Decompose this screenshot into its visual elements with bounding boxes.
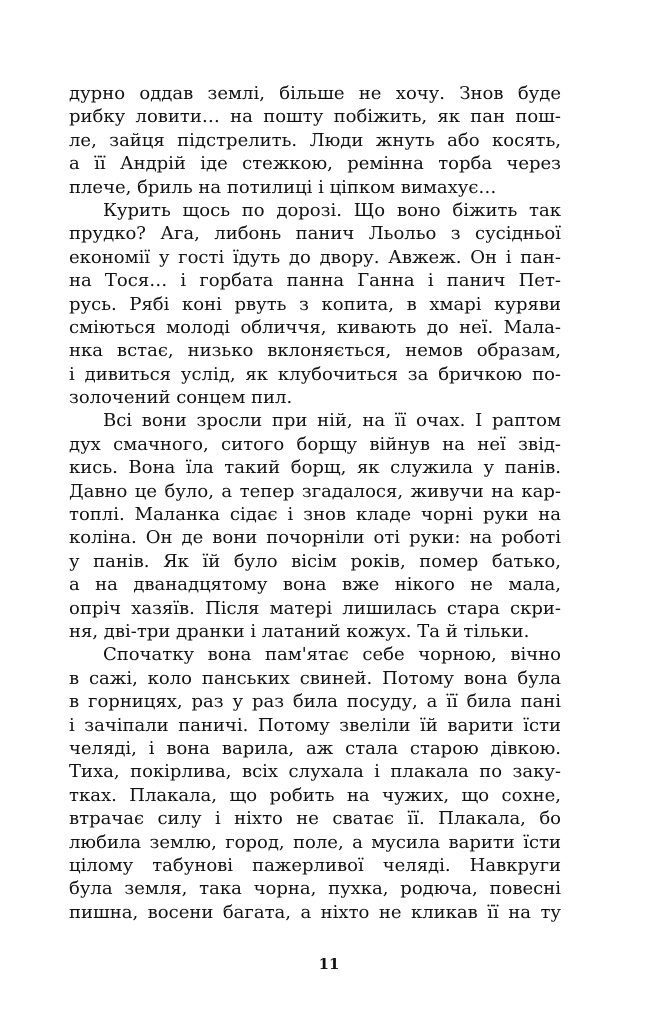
text-line: золочений сонцем пил. xyxy=(69,387,293,409)
text-line: нка встає, низько вклоняється, немов образам, xyxy=(69,340,561,362)
text-line: топлі. Маланка сідає і знов кладе чорні руки на xyxy=(69,504,561,526)
text-line: пишна, восени багата, а ніхто не кликав її на ту xyxy=(69,901,561,923)
paragraph-1 xyxy=(69,82,561,199)
text-line: ле, зайця підстрелить. Люди жнуть або косять, xyxy=(69,129,561,151)
text-line: а на дванадцятому вона вже нікого не мала, xyxy=(69,574,561,596)
text-line: у панів. Як їй було вісім років, помер батько, xyxy=(69,550,561,572)
paragraph-4 xyxy=(69,643,561,924)
text-line: тках. Плакала, що робить на чужих, що сохне, xyxy=(69,784,561,806)
text-line: в горницях, раз у раз била посуду, а її била пані xyxy=(69,691,561,713)
text-line: дух смачного, ситого борщу війнув на неї звід- xyxy=(69,433,561,455)
text-line: а її Андрій іде стежкою, ремінна торба через xyxy=(69,153,561,175)
text-line: сміються молоді обличчя, кивають до неї. Мала- xyxy=(69,316,561,338)
text-line: прудко? Ага, либонь панич Льольо з сусідньої xyxy=(69,223,561,245)
text-line: русь. Рябі коні рвуть з копита, в хмарі куряви xyxy=(69,293,561,315)
text-line: Давно це було, а тепер згадалося, живучи на кар- xyxy=(69,480,561,502)
text-line: Курить щось по дорозі. Що воно біжить так xyxy=(103,199,561,221)
paragraph-2 xyxy=(69,199,561,410)
text-line: коліна. Он де вони почорніли оті руки: на роботі xyxy=(69,527,561,549)
text-line: любила землю, город, поле, а мусила варити їсти xyxy=(69,831,561,853)
text-line: кись. Вона їла такий борщ, як служила у панів. xyxy=(69,457,561,479)
text-line: дурно оддав землі, більше не хочу. Знов буде xyxy=(69,83,561,104)
text-line: на Тося… і горбата панна Ганна і панич Пет- xyxy=(69,270,561,292)
text-line: Тиха, покірлива, всіх слухала і плакала по заку- xyxy=(69,761,561,783)
text-line: ня, дві-три дранки і латаний кожух. Та й тільки. xyxy=(69,620,530,642)
text-line: Спочатку вона пам'ятає себе чорною, вічно xyxy=(103,644,561,666)
text-line: економії у гості їдуть до двору. Авжеж. Он і пан- xyxy=(69,246,561,268)
text-line: плече, бриль на потилиці і ціпком вимахує… xyxy=(69,176,497,198)
text-line: рибку ловити… на пошту побіжить, як пан пош- xyxy=(69,106,561,128)
text-line: втрачає силу і ніхто не сватає її. Плакала, бо xyxy=(69,808,561,830)
text-line: і дивиться услід, як клубочиться за бричкою по- xyxy=(69,363,561,385)
text-line: челяді, і вона варила, аж стала старою дівкою. xyxy=(69,737,561,759)
text-line: в сажі, коло панських свиней. Потому вона була xyxy=(69,667,561,689)
text-line: цілому табунові пажерливої челяді. Навкруги xyxy=(69,854,561,876)
text-block xyxy=(69,82,561,924)
page-number: 11 xyxy=(318,955,340,973)
text-line: опріч хазяїв. Після матері лишилась стара скри- xyxy=(69,597,561,619)
text-line: Всі вони зросли при ній, на її очах. І раптом xyxy=(103,410,561,432)
paragraph-3 xyxy=(69,409,561,643)
text-line: і зачіпали паничі. Потому звеліли їй варити їсти xyxy=(69,714,561,736)
text-line: була земля, така чорна, пухка, родюча, повесні xyxy=(69,878,561,900)
